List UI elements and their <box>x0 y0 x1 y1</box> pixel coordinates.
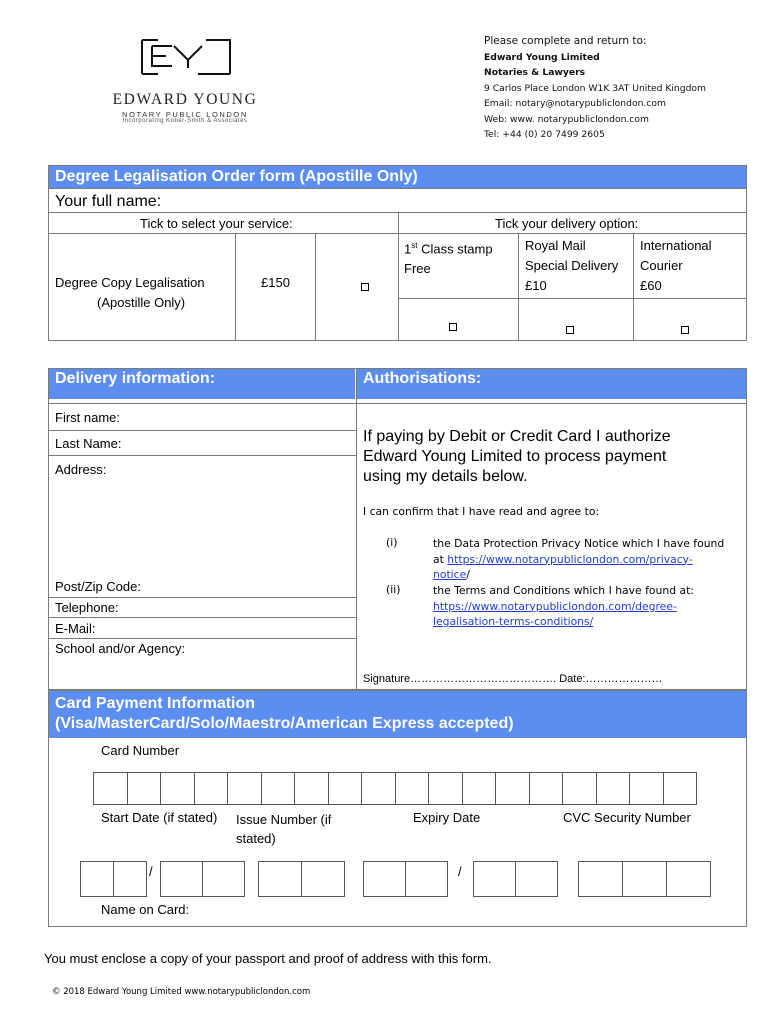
first-name-field[interactable]: First name: <box>55 410 121 425</box>
service-price: £150 <box>261 275 290 290</box>
expiry-date-slash: / <box>458 864 462 879</box>
terms-link-cont[interactable]: legalisation-terms-conditions/ <box>433 615 594 628</box>
entry-cell[interactable] <box>363 861 406 897</box>
entry-cell[interactable] <box>93 772 128 805</box>
address-field[interactable]: Address: <box>55 462 107 477</box>
entry-cell[interactable] <box>113 861 147 897</box>
expiry-date-label: Expiry Date <box>413 810 481 825</box>
entry-cell[interactable] <box>629 772 664 805</box>
authorisations-title: Authorisations: <box>357 369 746 399</box>
terms-link[interactable]: https://www.notarypubliclondon.com/degree- <box>433 599 677 613</box>
entry-cell[interactable] <box>562 772 597 805</box>
copyright: © 2018 Edward Young Limited www.notarypubliclondon.com <box>52 987 311 997</box>
contact-company: Edward Young Limited <box>484 51 600 63</box>
postcode-field[interactable]: Post/Zip Code: <box>55 579 141 594</box>
entry-cell[interactable] <box>663 772 698 805</box>
contact-email: Email: notary@notarypubliclondon.com <box>484 98 666 109</box>
delivery-checkbox-international[interactable] <box>681 326 689 334</box>
authorisation-statement: If paying by Debit or Credit Card I authorize Edward Young Limited to process payment using my details below. <box>363 428 671 485</box>
start-date-slash: / <box>149 864 153 879</box>
full-name-label: Your full name: <box>55 193 162 210</box>
privacy-notice-link[interactable]: https://www.notarypubliclondon.com/privacy- <box>447 552 693 566</box>
item2-number: (ii) <box>386 583 401 596</box>
school-agency-field[interactable]: School and/or Agency: <box>55 641 186 656</box>
contact-block <box>484 34 706 143</box>
item1-number: (i) <box>386 536 398 549</box>
delivery-option-royal-mail: Royal Mail Special Delivery £10 <box>525 238 619 293</box>
entry-cell[interactable] <box>80 861 114 897</box>
issue-number-label: Issue Number (if stated) <box>236 812 332 846</box>
entry-cell[interactable] <box>261 772 296 805</box>
entry-cell[interactable] <box>473 861 516 897</box>
enclose-note: You must enclose a copy of your passport and proof of address with this form. <box>44 951 492 966</box>
contact-address: 9 Carlos Place London W1K 3AT United Kingdom <box>484 82 706 94</box>
service-name-line1: Degree Copy Legalisation <box>55 275 205 290</box>
entry-cell[interactable] <box>428 772 463 805</box>
delivery-checkbox-royal-mail[interactable] <box>566 326 574 334</box>
logo-company-name: EDWARD YOUNG <box>112 91 258 108</box>
delivery-info-title: Delivery information: <box>49 369 355 399</box>
entry-cell[interactable] <box>495 772 530 805</box>
entry-cell[interactable] <box>405 861 448 897</box>
entry-cell[interactable] <box>361 772 396 805</box>
item2-text: the Terms and Conditions which I have found at: https://www.notarypubliclondon.com/degree- legalisation-terms-conditions/ <box>433 584 694 628</box>
name-on-card-label[interactable]: Name on Card: <box>101 902 190 917</box>
card-payment-title: Card Payment Information (Visa/MasterCard/Solo/Maestro/American Express accepted) <box>49 691 746 738</box>
entry-cell[interactable] <box>328 772 363 805</box>
email-field[interactable]: E-Mail: <box>55 621 96 636</box>
entry-cell[interactable] <box>462 772 497 805</box>
contact-intro: Please complete and return to: <box>484 35 647 47</box>
order-form-title: Degree Legalisation Order form (Apostille Only) <box>49 166 746 188</box>
service-checkbox[interactable] <box>361 283 369 291</box>
entry-cell[interactable] <box>666 861 711 897</box>
service-header: Tick to select your service: <box>140 216 293 231</box>
logo-subtitle-2: Incorporating Kober-Smith & Associates <box>122 118 248 124</box>
entry-cell[interactable] <box>127 772 162 805</box>
entry-cell[interactable] <box>515 861 558 897</box>
entry-cell[interactable] <box>395 772 430 805</box>
entry-cell[interactable] <box>202 861 245 897</box>
confirm-text: I can confirm that I have read and agree to: <box>363 505 600 518</box>
service-name-line2: (Apostille Only) <box>97 295 186 310</box>
entry-cell[interactable] <box>194 772 229 805</box>
entry-cell[interactable] <box>227 772 262 805</box>
entry-cell[interactable] <box>622 861 667 897</box>
logo-subtitle: NOTARY PUBLIC LONDON <box>122 110 248 119</box>
delivery-checkbox-first-class[interactable] <box>449 323 457 331</box>
start-date-label: Start Date (if stated) <box>101 810 218 825</box>
delivery-option-first-class: 1st Class stamp Free <box>404 241 493 277</box>
entry-cell[interactable] <box>578 861 623 897</box>
entry-cell[interactable] <box>258 861 302 897</box>
contact-division: Notaries & Lawyers <box>484 67 586 78</box>
edward-young-logo-mark <box>138 36 234 78</box>
cvc-label: CVC Security Number <box>563 810 691 825</box>
contact-tel: Tel: +44 (0) 20 7499 2605 <box>484 129 605 140</box>
signature-date-line[interactable]: Signature…………………………………. Date:………………… <box>363 673 663 685</box>
last-name-field[interactable]: Last Name: <box>55 436 122 451</box>
telephone-field[interactable]: Telephone: <box>55 600 119 615</box>
delivery-option-international: International Courier £60 <box>640 238 712 293</box>
entry-cell[interactable] <box>294 772 329 805</box>
item1-text: the Data Protection Privacy Notice which I have found at https://www.notarypubliclondon.com/privacy- notice/ <box>433 537 725 581</box>
entry-cell[interactable] <box>160 861 203 897</box>
privacy-notice-link-cont[interactable]: notice <box>433 568 467 581</box>
entry-cell[interactable] <box>596 772 631 805</box>
entry-cell[interactable] <box>301 861 345 897</box>
card-number-label: Card Number <box>101 743 180 758</box>
entry-cell[interactable] <box>529 772 564 805</box>
contact-web: Web: www. notarypubliclondon.com <box>484 113 649 125</box>
delivery-header: Tick your delivery option: <box>495 216 639 231</box>
entry-cell[interactable] <box>160 772 195 805</box>
